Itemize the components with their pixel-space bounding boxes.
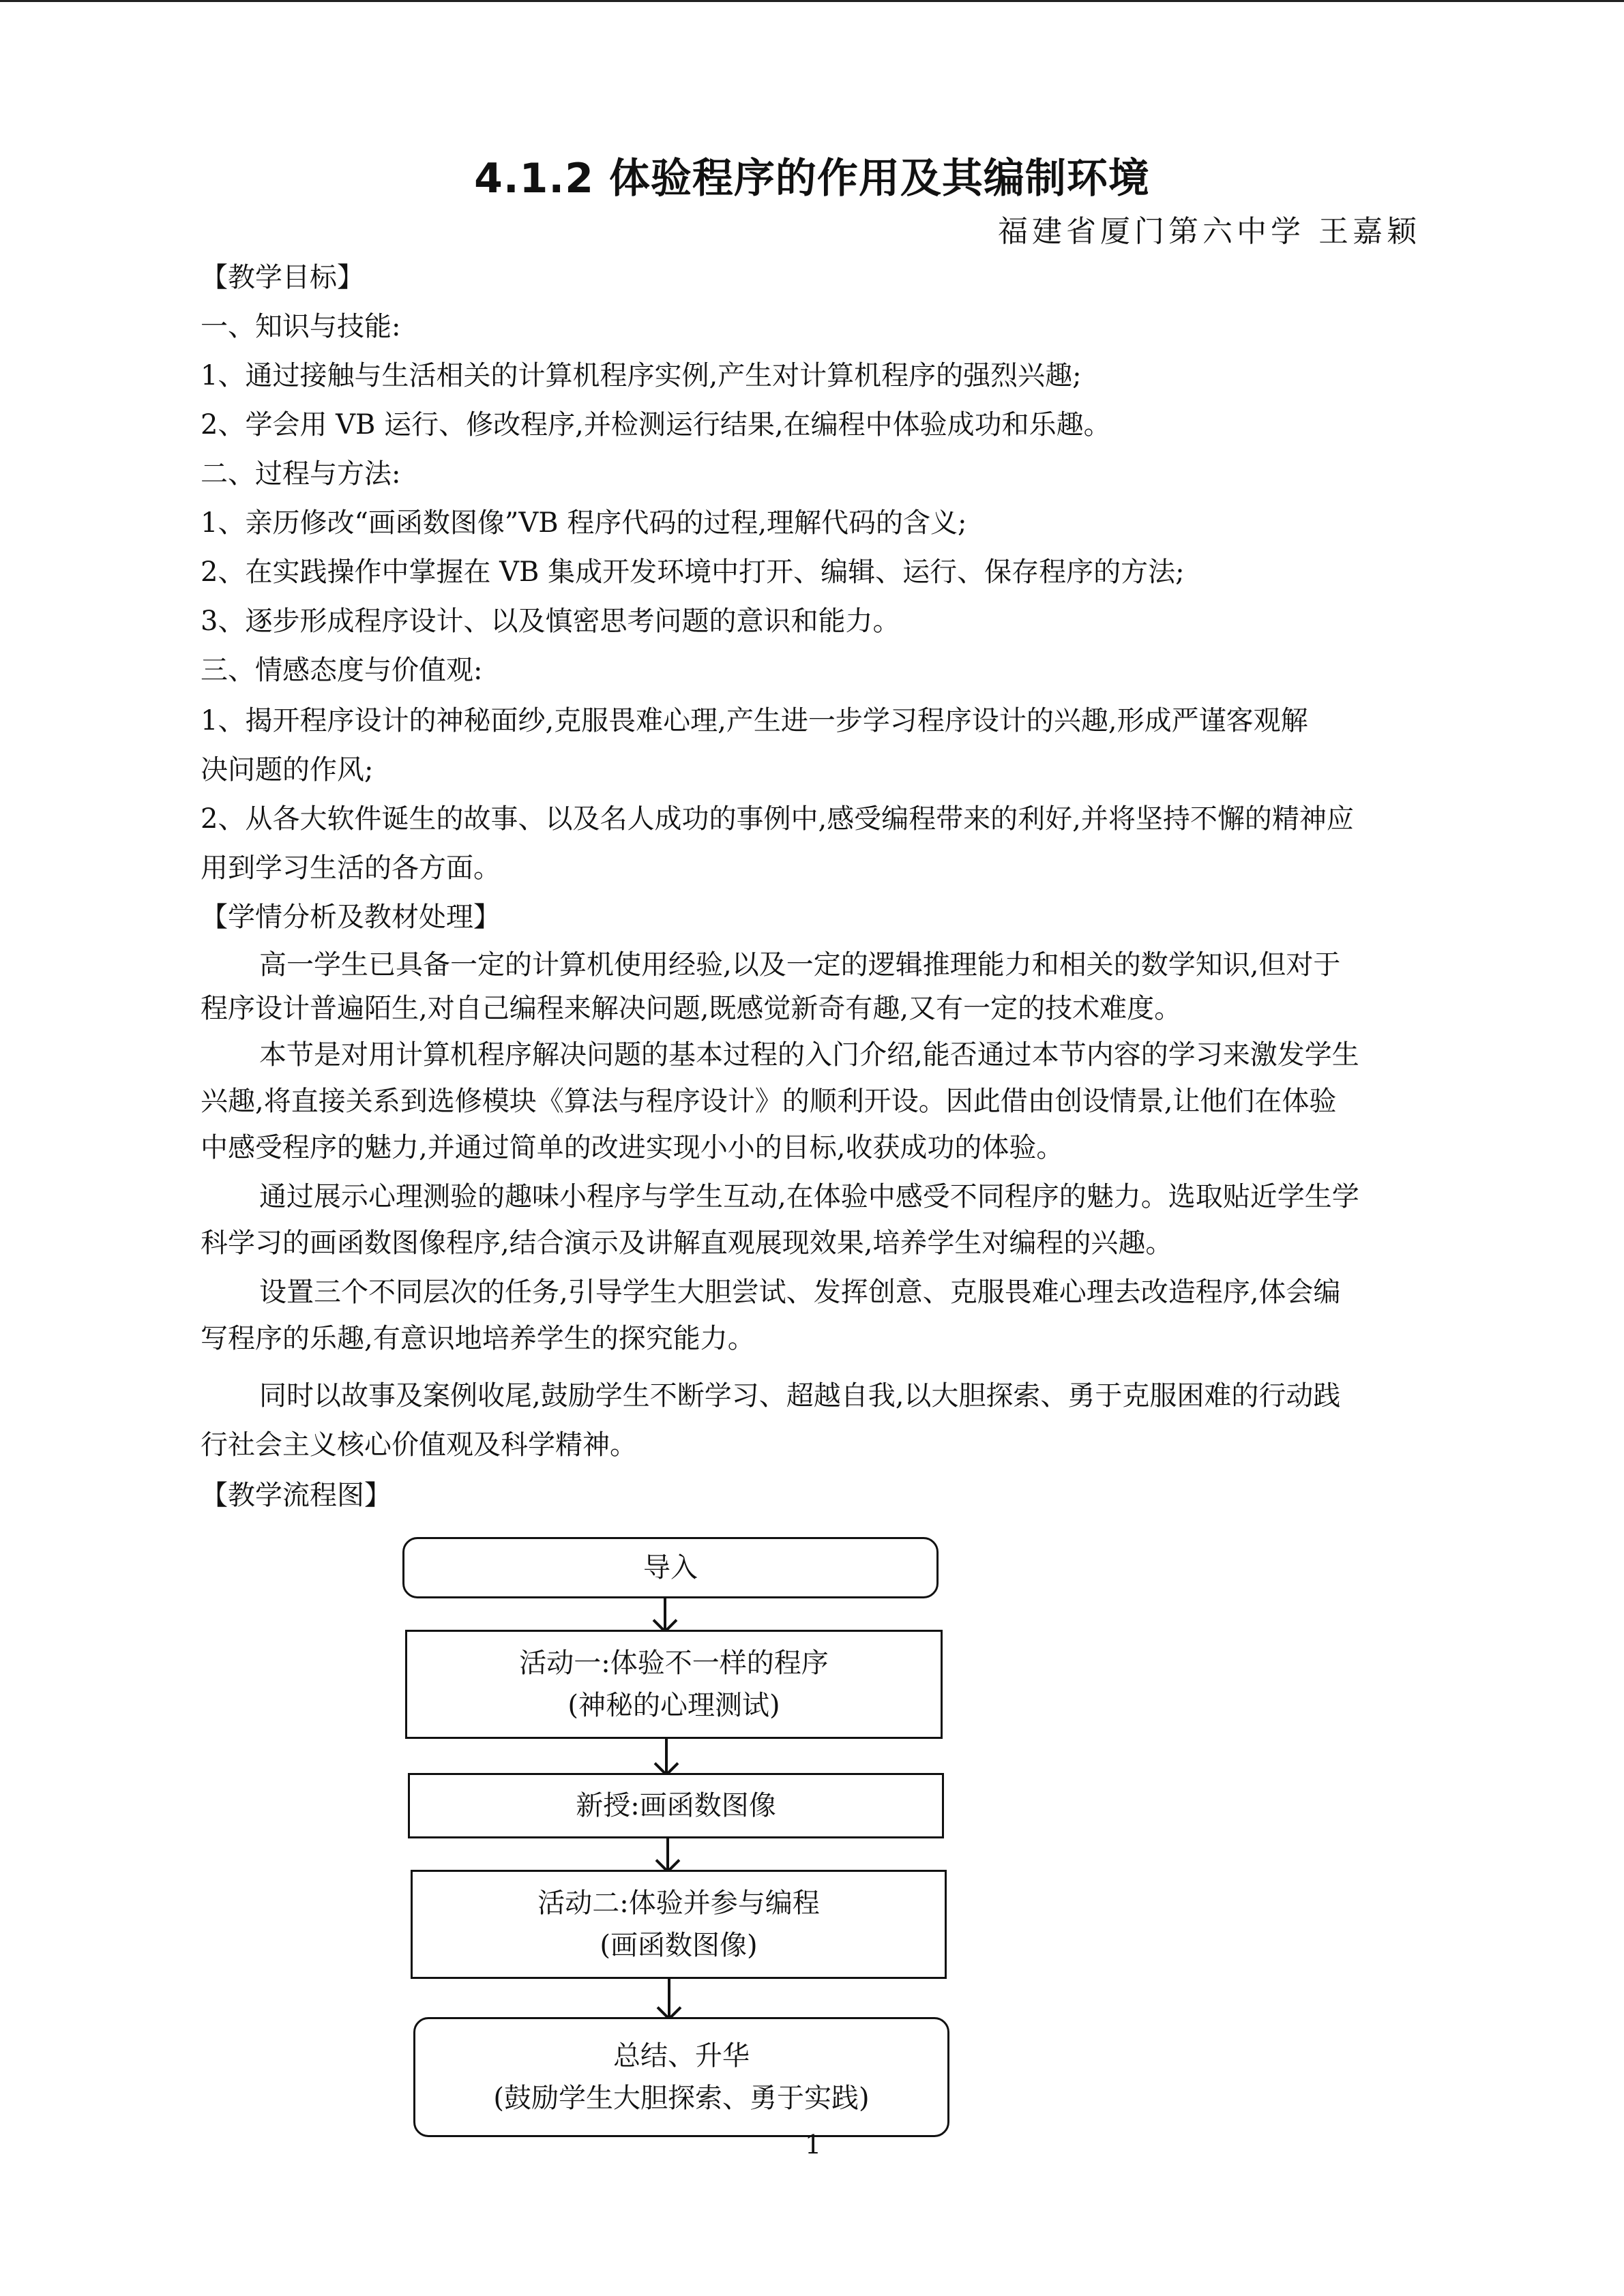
- flow-step-activity-1-subtitle: (神秘的心理测试): [567, 1690, 780, 1721]
- flow-step-new-lesson: [408, 1773, 944, 1838]
- flow-step-summary-subtitle: (鼓励学生大胆探索、勇于实践): [493, 2083, 870, 2114]
- attitude-item-1-line-2: 决问题的作风;: [201, 754, 374, 786]
- analysis-paragraph-3-line-1: 通过展示心理测验的趣味小程序与学生互动,在体验中感受不同程序的魅力。选取贴近学生学: [259, 1181, 1359, 1212]
- flow-step-new-lesson-label: 新授:画函数图像: [576, 1790, 776, 1821]
- knowledge-item-2: 2、学会用 VB 运行、修改程序,并检测运行结果,在编程中体验成功和乐趣。: [201, 409, 1111, 441]
- flow-step-activity-1-title: 活动一:体验不一样的程序: [519, 1648, 829, 1679]
- flowchart-heading: 【教学流程图】: [201, 1480, 392, 1511]
- section-process-title: 二、过程与方法:: [201, 458, 401, 490]
- flow-step-activity-2-subtitle: (画函数图像): [600, 1930, 758, 1961]
- analysis-paragraph-2-line-2: 兴趣,将直接关系到选修模块《算法与程序设计》的顺利开设。因此借由创设情景,让他们在体验: [201, 1086, 1337, 1117]
- flow-step-intro-label: 导入: [643, 1552, 698, 1583]
- analysis-heading: 【学情分析及教材处理】: [201, 901, 501, 933]
- attitude-item-2-line-1: 2、从各大软件诞生的故事、以及名人成功的事例中,感受编程带来的利好,并将坚持不懈的精神应: [201, 803, 1354, 835]
- attitude-item-2-line-2: 用到学习生活的各方面。: [201, 852, 501, 884]
- process-item-2: 2、在实践操作中掌握在 VB 集成开发环境中打开、编辑、运行、保存程序的方法;: [201, 556, 1185, 588]
- page-top-border: [0, 0, 1624, 2]
- analysis-paragraph-5-line-2: 行社会主义核心价值观及科学精神。: [201, 1429, 637, 1461]
- section-knowledge-title: 一、知识与技能:: [201, 311, 401, 342]
- flow-step-summary-title: 总结、升华: [613, 2040, 750, 2072]
- flow-step-intro: [402, 1537, 939, 1598]
- objectives-heading: 【教学目标】: [201, 262, 364, 293]
- analysis-paragraph-4-line-2: 写程序的乐趣,有意识地培养学生的探究能力。: [201, 1323, 755, 1354]
- analysis-paragraph-1-line-1: 高一学生已具备一定的计算机使用经验,以及一定的逻辑推理能力和相关的数学知识,但对于: [259, 949, 1341, 981]
- process-item-1: 1、亲历修改“画函数图像”VB 程序代码的过程,理解代码的含义;: [201, 507, 967, 539]
- flow-step-activity-1: [405, 1630, 943, 1739]
- flow-step-summary: [413, 2017, 949, 2137]
- author-line: 福建省厦门第六中学 王嘉颖: [998, 214, 1421, 249]
- analysis-paragraph-3-line-2: 科学习的画函数图像程序,结合演示及讲解直观展现效果,培养学生对编程的兴趣。: [201, 1227, 1173, 1259]
- page-number: 1: [805, 2130, 822, 2160]
- analysis-paragraph-2-line-3: 中感受程序的魅力,并通过简单的改进实现小小的目标,收获成功的体验。: [201, 1132, 1064, 1163]
- analysis-paragraph-2-line-1: 本节是对用计算机程序解决问题的基本过程的入门介绍,能否通过本节内容的学习来激发学生: [259, 1039, 1359, 1071]
- attitude-item-1-line-1: 1、揭开程序设计的神秘面纱,克服畏难心理,产生进一步学习程序设计的兴趣,形成严谨客观解: [201, 705, 1308, 736]
- section-attitude-title: 三、情感态度与价值观:: [201, 655, 483, 686]
- flow-step-activity-2: [411, 1870, 947, 1979]
- knowledge-item-1: 1、通过接触与生活相关的计算机程序实例,产生对计算机程序的强烈兴趣;: [201, 360, 1082, 391]
- analysis-paragraph-1-line-2: 程序设计普遍陌生,对自己编程来解决问题,既感觉新奇有趣,又有一定的技术难度。: [201, 993, 1182, 1024]
- process-item-3: 3、逐步形成程序设计、以及慎密思考问题的意识和能力。: [201, 606, 900, 637]
- page-title: 4.1.2 体验程序的作用及其编制环境: [474, 155, 1150, 203]
- flow-step-activity-2-title: 活动二:体验并参与编程: [537, 1888, 820, 1919]
- analysis-paragraph-4-line-1: 设置三个不同层次的任务,引导学生大胆尝试、发挥创意、克服畏难心理去改造程序,体会编: [259, 1277, 1341, 1308]
- analysis-paragraph-5-line-1: 同时以故事及案例收尾,鼓励学生不断学习、超越自我,以大胆探索、勇于克服困难的行动践: [259, 1380, 1341, 1412]
